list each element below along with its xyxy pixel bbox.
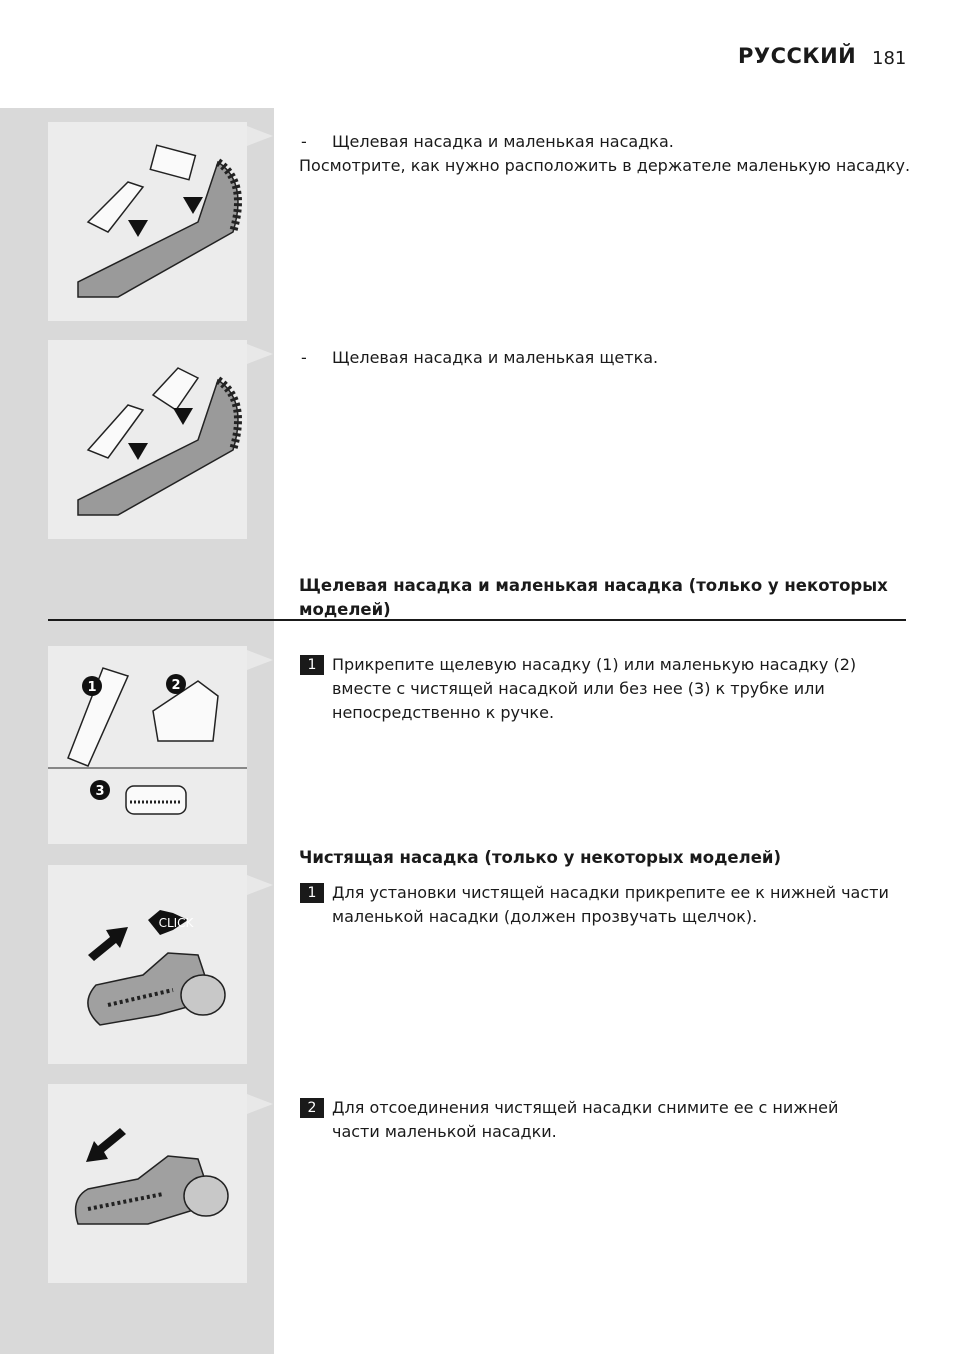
push-arrow-icon <box>88 927 128 961</box>
step-text: маленькой насадки (должен прозвучать щелчок). <box>332 907 758 926</box>
item-text: Щелевая насадка и маленькая щетка. <box>332 348 659 367</box>
dash: - <box>301 348 307 367</box>
pull-arrow-icon <box>86 1128 126 1162</box>
step-text: вместе с чистящей насадкой или без нее (3) к трубке или <box>332 679 825 698</box>
number-marker-2: 2 <box>171 678 181 693</box>
panel-pointer <box>247 344 273 364</box>
step-text: Для установки чистящей насадки прикрепите ее к нижней части <box>332 883 889 902</box>
step-number: 2 <box>300 1098 324 1118</box>
figure-crevice-and-small-brush <box>48 340 247 539</box>
step-text: непосредственно к ручке. <box>332 703 555 722</box>
figure-attachments <box>48 646 247 844</box>
section-heading-cont: моделей) <box>299 600 391 619</box>
page-number: 181 <box>872 48 907 69</box>
dash: - <box>301 132 307 151</box>
item-note: Посмотрите, как нужно расположить в держателе маленькую насадку. <box>299 156 911 175</box>
section-heading: Чистящая насадка (только у некоторых моделей) <box>299 848 781 867</box>
step-number: 1 <box>300 883 324 903</box>
step-text: Для отсоединения чистящей насадки снимите ее с нижней <box>332 1098 839 1117</box>
down-arrow-icon <box>128 443 148 460</box>
step-text: части маленькой насадки. <box>332 1122 557 1141</box>
step-text: Прикрепите щелевую насадку (1) или маленькую насадку (2) <box>332 655 857 674</box>
number-marker-1: 1 <box>87 680 97 695</box>
language-label: РУССКИЙ <box>738 44 857 68</box>
figure-attach-brush <box>48 865 247 1064</box>
figure-crevice-and-small-nozzle <box>48 122 247 321</box>
item-text: Щелевая насадка и маленькая насадка. <box>332 132 674 151</box>
panel-pointer <box>247 875 273 895</box>
panel-pointer <box>247 1094 273 1114</box>
panel-pointer <box>247 650 273 670</box>
down-arrow-icon <box>128 220 148 237</box>
section-heading: Щелевая насадка и маленькая насадка (только у некоторых <box>299 576 888 595</box>
click-label: CLICK <box>158 916 194 930</box>
number-marker-3: 3 <box>95 784 105 799</box>
step-number: 1 <box>300 655 324 675</box>
section-rule <box>48 619 906 621</box>
figure-detach-brush <box>48 1084 247 1283</box>
panel-pointer <box>247 126 273 146</box>
